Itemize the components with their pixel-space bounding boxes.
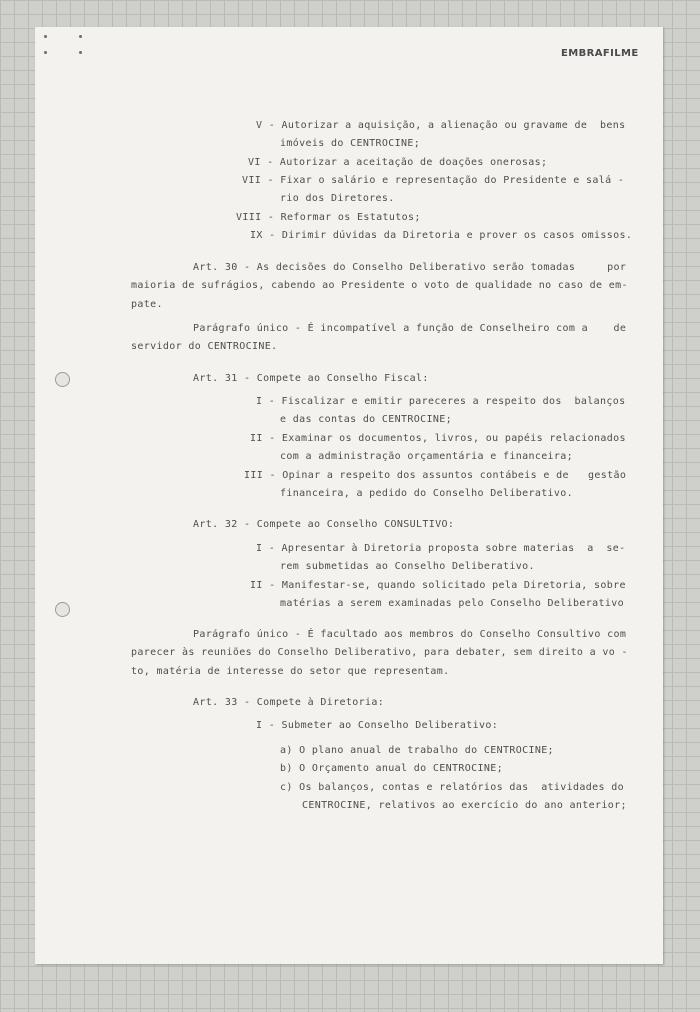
text-line: Art. 30 - As decisões do Conselho Deliberativo serão tomadas por	[193, 262, 627, 273]
text-line: rem submetidas ao Conselho Deliberativo.	[280, 561, 535, 572]
binder-hole	[55, 372, 70, 387]
text-line: e das contas do CENTROCINE;	[280, 414, 453, 425]
text-line: IX - Dirimir dúvidas da Diretoria e prover os casos omissos.	[250, 230, 633, 241]
text-line: c) Os balanços, contas e relatórios das atividades do	[280, 782, 625, 793]
text-line: III - Opinar a respeito dos assuntos contábeis e de gestão	[244, 470, 627, 481]
text-line: b) O Orçamento anual do CENTROCINE;	[280, 763, 503, 774]
text-line: Parágrafo único - É incompatível a função de Conselheiro com a de	[193, 323, 627, 334]
text-line: I - Apresentar à Diretoria proposta sobre materias a se-	[256, 543, 626, 554]
text-line: financeira, a pedido do Conselho Deliberativo.	[280, 488, 574, 499]
text-line: servidor do CENTROCINE.	[131, 341, 278, 352]
punch-mark	[79, 51, 82, 54]
text-line: I - Submeter ao Conselho Deliberativo:	[256, 720, 499, 731]
binder-hole	[55, 602, 70, 617]
text-line: matérias a serem examinadas pelo Conselho Deliberativo	[280, 598, 625, 609]
text-line: II - Manifestar-se, quando solicitado pela Diretoria, sobre	[250, 580, 626, 591]
text-line: parecer às reuniões do Conselho Deliberativo, para debater, sem direito a vo -	[131, 647, 628, 658]
text-line: maioria de sufrágios, cabendo ao Presidente o voto de qualidade no caso de em-	[131, 280, 628, 291]
text-line: imóveis do CENTROCINE;	[280, 138, 421, 149]
text-line: com a administração orçamentária e financeira;	[280, 451, 574, 462]
punch-mark	[44, 51, 47, 54]
text-line: I - Fiscalizar e emitir pareceres a respeito dos balanços	[256, 396, 626, 407]
text-line: Parágrafo único - É facultado aos membros do Conselho Consultivo com	[193, 629, 627, 640]
text-line: a) O plano anual de trabalho do CENTROCINE;	[280, 745, 554, 756]
text-line: Art. 33 - Compete à Diretoria:	[193, 697, 385, 708]
text-line: II - Examinar os documentos, livros, ou papéis relacionados	[250, 433, 626, 444]
brand-logo: EMBRAFILME	[561, 48, 639, 59]
text-line: VIII - Reformar os Estatutos;	[236, 212, 421, 223]
text-line: VI - Autorizar a aceitação de doações onerosas;	[248, 157, 548, 168]
text-line: CENTROCINE, relativos ao exercício do ano anterior;	[302, 800, 627, 811]
text-line: Art. 31 - Compete ao Conselho Fiscal:	[193, 373, 429, 384]
punch-mark	[79, 35, 82, 38]
text-line: pate.	[131, 299, 163, 310]
text-line: VII - Fixar o salário e representação do Presidente e salá -	[242, 175, 625, 186]
text-line: rio dos Diretores.	[280, 193, 395, 204]
text-line: to, matéria de interesse do setor que representam.	[131, 666, 450, 677]
punch-mark	[44, 35, 47, 38]
text-line: Art. 32 - Compete ao Conselho CONSULTIVO:	[193, 519, 455, 530]
text-line: V - Autorizar a aquisição, a alienação ou gravame de bens	[256, 120, 626, 131]
